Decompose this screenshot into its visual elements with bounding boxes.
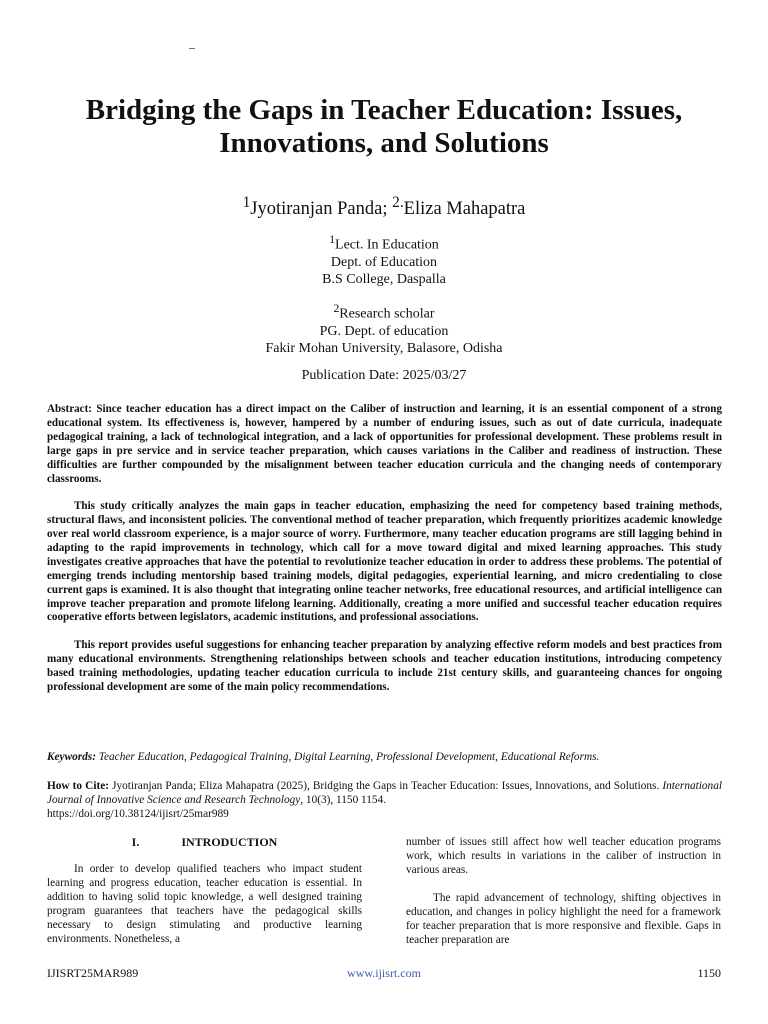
affiliation-1-line-2: Dept. of Education xyxy=(330,254,438,270)
citation xyxy=(47,780,722,822)
left-column xyxy=(47,836,362,947)
footer-page-number: 1150 xyxy=(697,966,721,980)
section-title: INTRODUCTION xyxy=(181,835,278,849)
affiliation-2-line-2: PG. Dept. of education xyxy=(319,323,449,339)
intro-paragraph-1: In order to develop qualified teachers who impact student learning and progress education, teacher education is essential. In addition to having solid topic knowledge, a well designed training program guarantees that teachers have the pedagogical skills necessary to design stimulating and productive learning environments. Nonetheless, a xyxy=(47,862,362,945)
intro-paragraph-continued: number of issues still affect how well teacher education programs work, which results in variations in the caliber of instruction in various areas. xyxy=(406,836,721,876)
author2-name: Eliza Mahapatra xyxy=(403,199,526,220)
affiliation-1-line-3: B.S College, Daspalla xyxy=(322,272,446,288)
affiliation-2-line-1: $^2$Research scholar xyxy=(333,302,435,322)
author1-superscript: 1 xyxy=(242,194,251,211)
citation-label: How to Cite: xyxy=(47,780,109,792)
abstract xyxy=(47,403,722,695)
section-number: I. xyxy=(131,835,140,849)
abstract-paragraph-3: This report provides useful suggestions for enhancing teacher preparation by analyzing effective reform models and best practices from many educational environments. Strengthening relationships between schools and teacher education institutions, introducing competency based training methodologies, updating teacher education curricula to include 21st century skills, and guaranteeing chances for ongoing professional development are some of the main policy recommendations. xyxy=(47,639,722,693)
abstract-paragraph-2: This study critically analyzes the main gaps in teacher education, emphasizing the need for competency based training methods, structural flaws, and inconsistent policies. The conventional method of teacher preparation, which frequently prioritizes academic knowledge over real world classroom experience, is a major source of worry. Furthermore, many teacher education programs are still lagging behind in adapting to the rapid improvements in technology, which call for a move toward digital and mixed learning approaches. This study investigates creative approaches that have the potential to revolutionize teacher education in order to address these problems. The potential of emerging trends including mentorship based training models, digital pedagogies, experiential learning, and micro credentialing to close current gaps is examined. It is also thought that integrating online teacher networks, free educational resources, and artificial intelligence can improve teacher preparation and promote lifelong learning. Additionally, creating a more unified and successful teacher education requires cooperative efforts between legislators, academic institutions, and professional associations. xyxy=(47,500,722,624)
header-dash: – xyxy=(189,40,195,54)
intro-paragraph-2: The rapid advancement of technology, shifting objectives in education, and changes in policy highlight the need for a framework for teacher preparation that is more responsive and flexible. Gaps in teacher preparation are xyxy=(406,891,721,946)
publication-date: Publication Date: 2025/03/27 xyxy=(301,368,467,383)
keywords-text: Teacher Education, Pedagogical Training, Digital Learning, Professional Development, Educational Reforms. xyxy=(95,751,600,763)
right-column xyxy=(406,836,721,948)
paper-title: Bridging the Gaps in Teacher Education: Issues, Innovations, and Solutions xyxy=(85,94,683,159)
affiliation-2 xyxy=(0,300,768,358)
footer-website-link[interactable]: www.ijisrt.com xyxy=(347,966,421,980)
affiliation-1 xyxy=(0,231,768,289)
doi-link[interactable]: https://doi.org/10.38124/ijisrt/25mar989 xyxy=(47,807,229,820)
citation-rest: , 10(3), 1150 1154. xyxy=(300,793,387,806)
citation-text: Jyotiranjan Panda; Eliza Mahapatra (2025), Bridging the Gaps in Teacher Education: Issues, Innovations, and Solutions. xyxy=(109,780,663,792)
author1-name: Jyotiranjan Panda; xyxy=(250,199,393,220)
affiliation-1-line-1: $^1$Lect. In Education xyxy=(329,233,439,253)
footer-article-id: IJISRT25MAR989 xyxy=(47,966,139,980)
author-line xyxy=(0,194,768,220)
keywords xyxy=(47,750,722,764)
keywords-label: Keywords: xyxy=(47,751,96,763)
author2-superscript: 2. xyxy=(392,194,404,211)
affiliation-2-line-3: Fakir Mohan University, Balasore, Odisha xyxy=(265,341,503,357)
section-heading xyxy=(47,836,362,850)
citation-journal: International Journal of Innovative Science and Research Technology xyxy=(47,780,722,806)
abstract-paragraph-1: Abstract: Since teacher education has a direct impact on the Caliber of instruction and learning, it is an essential component of a strong educational system. Its effectiveness is, however, hampered by a number of enduring issues, such as out of date curricula, inadequate pedagogical training, a lack of technological integration, and a lack of opportunities for professional development. These problems result in large gaps in pre service and in service teacher preparation, which causes variations in the Caliber and readiness of instruction. These difficulties are further compounded by the misalignment between teacher education curricula and the changing needs of contemporary classrooms. xyxy=(47,403,722,485)
